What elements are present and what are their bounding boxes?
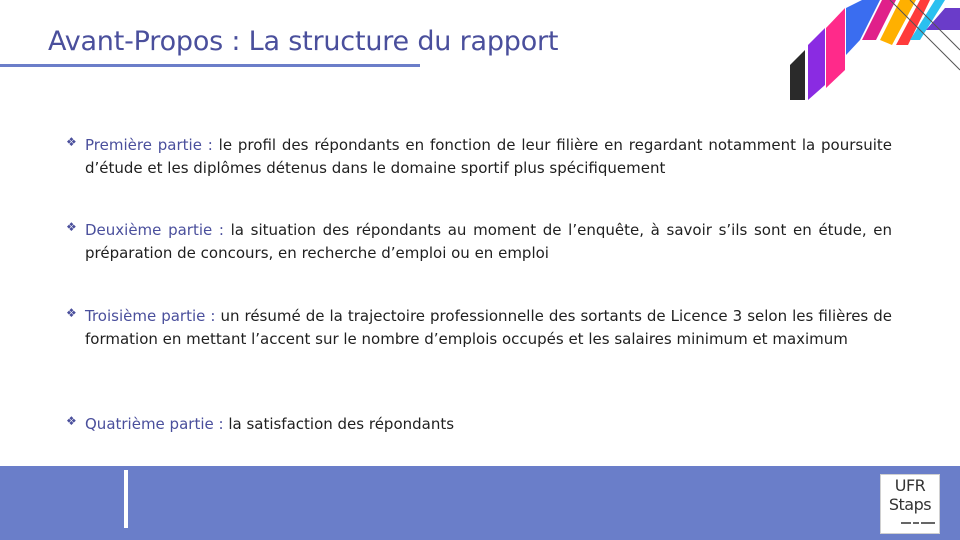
page-title: Avant-Propos : La structure du rapport <box>48 26 559 57</box>
logo-small-text-graphic <box>901 520 937 526</box>
list-item <box>66 219 892 265</box>
title-underline <box>0 64 420 67</box>
list-item-text <box>85 305 892 351</box>
ufr-staps-logo <box>880 474 940 534</box>
diamond-bullet-icon: ❖ <box>66 220 77 234</box>
section-label: Deuxième partie : <box>85 221 231 239</box>
diamond-bullet-icon: ❖ <box>66 135 77 149</box>
list-item-text <box>85 134 892 180</box>
section-description: la satisfaction des répondants <box>228 415 455 433</box>
list-item-text <box>85 413 892 436</box>
section-description: un résumé de la trajectoire professionnelle des sortants de Licence 3 selon les filières de formation en mettant l’accent sur le nombre d’emplois occupés et les salaires minimum et maximum <box>85 307 892 348</box>
section-label: Première partie : <box>85 136 219 154</box>
logo-line-1: UFR <box>894 476 926 495</box>
diamond-bullet-icon: ❖ <box>66 306 77 320</box>
list-item <box>66 413 892 436</box>
decorative-stripes-graphic <box>770 0 960 105</box>
footer-divider <box>124 470 128 528</box>
section-label: Troisième partie : <box>85 307 221 325</box>
list-item <box>66 305 892 351</box>
footer-band <box>0 466 960 540</box>
list-item-text <box>85 219 892 265</box>
section-description: la situation des répondants au moment de l’enquête, à savoir s’ils sont en étude, en préparation de concours, en recherche d’emploi ou en emploi <box>85 221 892 262</box>
section-label: Quatrième partie : <box>85 415 229 433</box>
logo-line-2: Staps <box>888 495 932 514</box>
diamond-bullet-icon: ❖ <box>66 414 77 428</box>
list-item <box>66 134 892 180</box>
section-description: le profil des répondants en fonction de leur filière en regardant notamment la poursuite d’étude et les diplômes détenus dans le domaine sportif plus spécifiquement <box>85 136 892 177</box>
